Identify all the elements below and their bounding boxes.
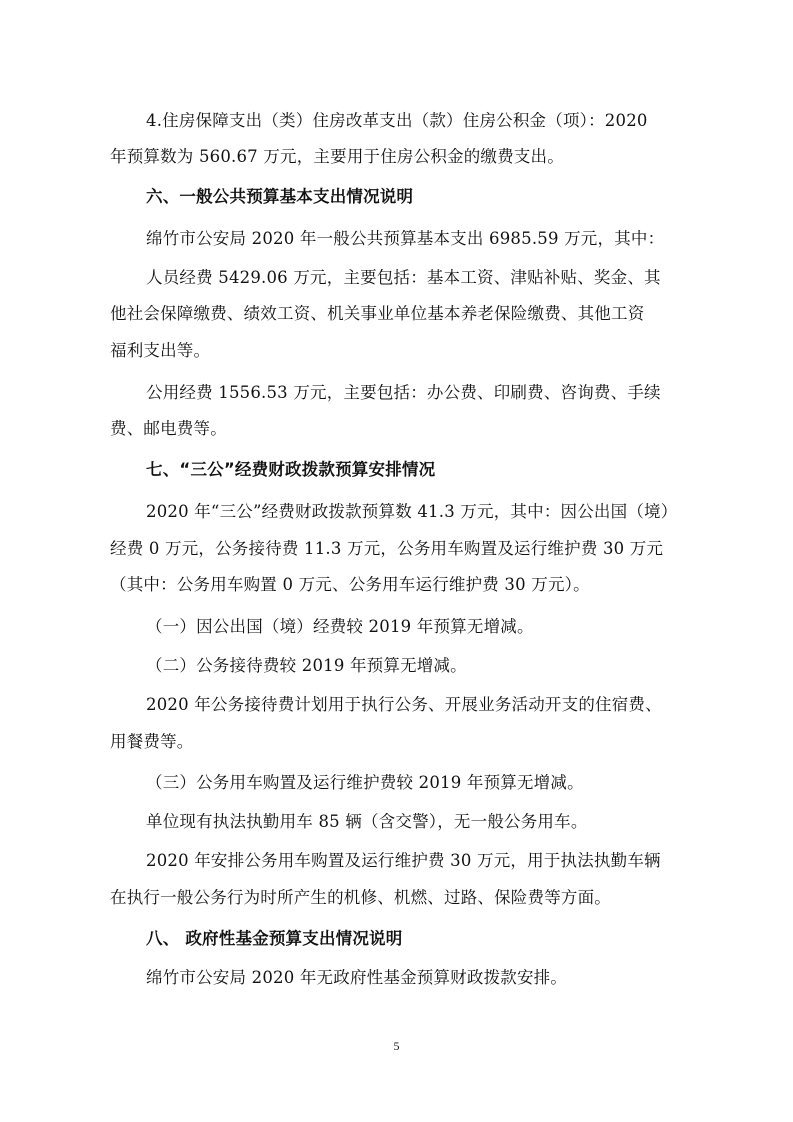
paragraph-line: 2020 年“三公”经费财政拨款预算数 41.3 万元，其中：因公出国（境） bbox=[146, 502, 678, 521]
section-heading: 八、 政府性基金预算支出情况说明 bbox=[146, 929, 403, 948]
paragraph-line: 人员经费 5429.06 万元，主要包括：基本工资、津贴补贴、奖金、其 bbox=[146, 268, 661, 287]
paragraph-line: 费、邮电费等。 bbox=[110, 419, 227, 438]
paragraph-line: 在执行一般公务行为时所产生的机修、机燃、过路、保险费等方面。 bbox=[110, 888, 611, 907]
paragraph-line: （二）公务接待费较 2019 年预算无增减。 bbox=[146, 656, 467, 675]
section-heading: 六、一般公共预算基本支出情况说明 bbox=[146, 187, 414, 206]
page-number: 5 bbox=[393, 1039, 400, 1053]
paragraph-line: 绵竹市公安局 2020 年一般公共预算基本支出 6985.59 万元，其中： bbox=[146, 229, 665, 248]
section-heading: 七、“三公”经费财政拨款预算安排情况 bbox=[146, 460, 436, 479]
paragraph-line: 年预算数为 560.67 万元，主要用于住房公积金的缴费支出。 bbox=[110, 147, 564, 166]
paragraph-line: 他社会保障缴费、绩效工资、机关事业单位基本养老保险缴费、其他工资 bbox=[110, 304, 645, 323]
paragraph-line: （其中：公务用车购置 0 万元、公务用车运行维护费 30 万元）。 bbox=[110, 575, 590, 594]
paragraph-line: 公用经费 1556.53 万元，主要包括：办公费、印刷费、咨询费、手续 bbox=[146, 383, 661, 402]
paragraph-line: 福利支出等。 bbox=[110, 341, 211, 360]
paragraph-line: （一）因公出国（境）经费较 2019 年预算无增减。 bbox=[146, 617, 534, 636]
paragraph-line: 单位现有执法执勤用车 85 辆（含交警），无一般公务用车。 bbox=[146, 812, 588, 831]
paragraph-line: 用餐费等。 bbox=[110, 732, 194, 751]
paragraph-line: 经费 0 万元，公务接待费 11.3 万元，公务用车购置及运行维护费 30 万元 bbox=[110, 539, 664, 558]
paragraph-line: 2020 年安排公务用车购置及运行维护费 30 万元，用于执法执勤车辆 bbox=[146, 851, 661, 870]
paragraph-line: 2020 年公务接待费计划用于执行公务、开展业务活动开支的住宿费、 bbox=[146, 695, 662, 714]
paragraph-line: 绵竹市公安局 2020 年无政府性基金预算财政拨款安排。 bbox=[146, 968, 568, 987]
paragraph-line: 4.住房保障支出（类）住房改革支出（款）住房公积金（项）：2020 bbox=[146, 111, 648, 130]
paragraph-line: （三）公务用车购置及运行维护费较 2019 年预算无增减。 bbox=[146, 773, 584, 792]
